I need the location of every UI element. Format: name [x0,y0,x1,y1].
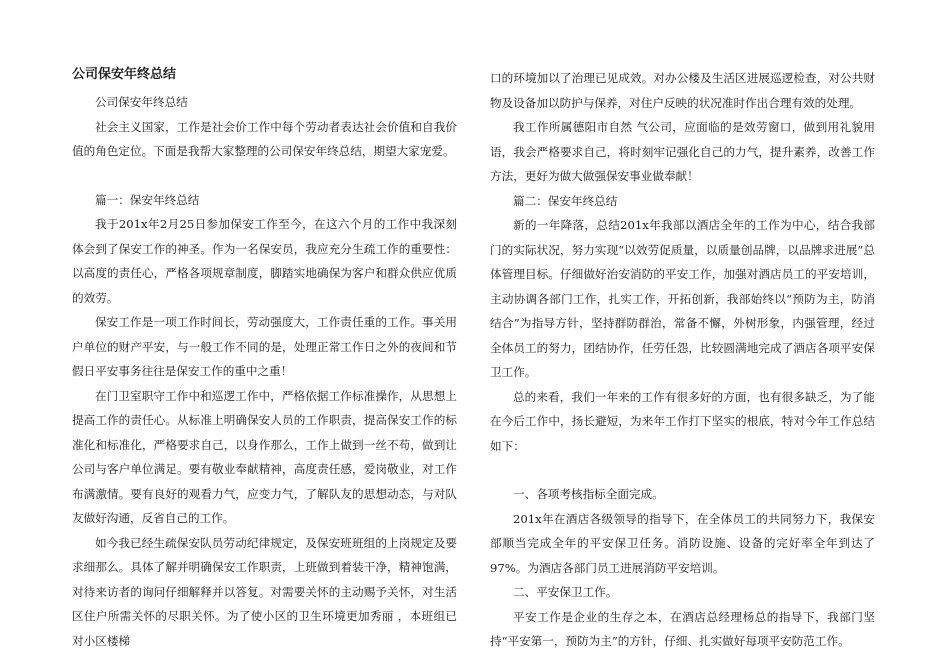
paragraph-2: 保安工作是一项工作时间长，劳动强度大，工作责任重的工作。事关用户单位的财产平安，与一般工作不同的是，处理正常工作日之外的夜间和节假日平安事务往往是保安工作的重中之重！ [72,315,457,378]
item-heading-2: 二、平安保卫工作。 [513,585,618,599]
intro-paragraph: 社会主义国家，工作是社会价工作中每个劳动者表达社会价值和自我价值的角色定位。下面是我帮大家整理的公司保安年终总结，期望大家宠爱。 [72,119,457,158]
paragraph-3: 在门卫室职守工作中和巡逻工作中，严格依据工作标准操作，从思想上提高工作的责任心。从标准上明确保安人员的工作职责，提高保安工作的标准化和标准化，严格要求自己，以身作那么，工作上做到一丝不苟，做到让公司与客户单位满足。要有敬业奉献精神，高度责任感，爱岗敬业，对工作布满激情。要有良好的观看力气，应变力气，了解队友的思想动态，与对队友做好沟通，反省自己的工作。 [72,388,457,525]
spacer [490,458,875,482]
left-column [72,66,457,653]
paragraph-1: 我于201x年2月25日参加保安工作至今，在这六个月的工作中我深刻体会到了保安工作的神圣。作为一名保安员，我应充分生疏工作的重要性：以高度的责任心，严格各项规章制度，脚踏实地确保为客户和群众供应优质的效劳。 [72,217,457,305]
item-heading-1: 一、各项考核指标全面完成。 [513,487,664,501]
section-heading-1: 篇一：保安年终总结 [95,192,200,207]
right-column [490,66,875,654]
paragraph-8: 201x年在酒店各级领导的指导下，在全体员工的共同努力下，我保安部顺当完成全年的平安保卫任务。消防设施、设备的完好率全年到达了97%。为酒店各部门员工进展消防平安培训。 [490,511,875,575]
document-subtitle: 公司保安年终总结 [95,95,188,109]
document-title: 公司保安年终总结 [72,67,177,82]
paragraph-4: 如今我已经生疏保安队员劳动纪律规定，及保安班班组的上岗规定及要求细那么。具体了解并明确保安工作职责，上班做到着装干净，精神饱满，对待来访者的询问仔细解释并以答复。对需要关怀的主动赐予关怀，对生活区住户所需关怀的尽职关怀。为了使小区的卫生环境更加秀丽 ，本班组已对小区楼梯 [72,535,457,648]
paragraph-6: 新的一年降落，总结201x年我部以酒店全年的工作为中心，结合我部门的实际状况，努力实现“以效劳促质量，以质量创品牌，以品牌求进展”总体管理目标。仔细做好治安消防的平安工作，加强对酒店员工的平安培训，主动协调各部门工作，扎实工作，开拓创新，我部始终以“预防为主，防消结合”为指导方针，坚持群防群治，常备不懈，外树形象，内强管理，经过全体员工的努力，团结协作，任劳任怨，比较圆满地完成了酒店各项平安保卫工作。 [490,218,875,379]
paragraph-7: 总的来看，我们一年来的工作有很多好的方面，也有很多缺乏，为了能在今后工作中，扬长避短，为来年工作打下坚实的根底，特对今年工作总结如下： [490,389,875,453]
paragraph-9: 平安工作是企业的生存之本，在酒店总经理杨总的指导下，我部门坚持“平安第一，预防为主”的方针，仔细、扎实做好每项平安防范工作。 [490,609,875,648]
paragraph-continued: 口的环境加以了治理已见成效。对办公楼及生活区进展巡逻检查，对公共财物及设备加以防护与保养，对住户反映的状况准时作出合理有效的处理。 [490,71,875,110]
section-heading-2: 篇二：保安年终总结 [513,193,618,208]
spacer [72,164,457,188]
paragraph-5: 我工作所属德阳市自然 气公司，应面临的是效劳窗口，做到用礼貌用语，我会严格要求自己，将时刻牢记强化自己的力气，提升素养，改善工作方法，更好为做大做强保安事业做奉献！ [490,120,875,183]
